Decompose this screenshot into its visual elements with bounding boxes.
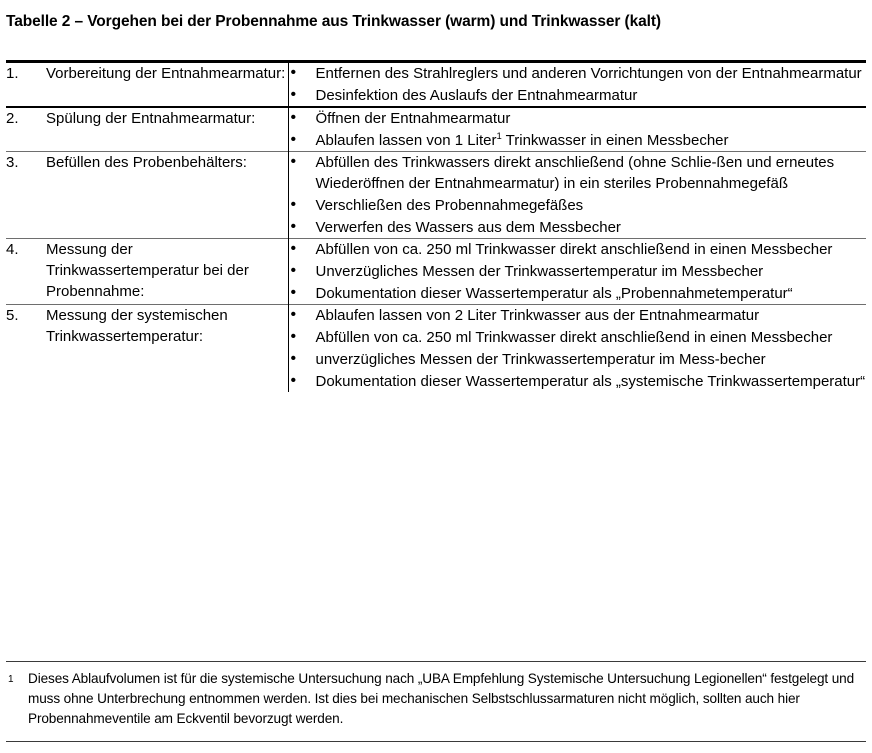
list-item: • Abfüllen von ca. 250 ml Trinkwasser direkt anschließend in einen Messbecher <box>289 239 867 260</box>
procedure-table <box>6 60 866 392</box>
bullet-list <box>289 239 867 304</box>
list-item: • Dokumentation dieser Wassertemperatur als „systemische Trinkwassertemperatur“ <box>289 371 867 392</box>
list-item: • Desinfektion des Auslaufs der Entnahmearmatur <box>289 85 867 106</box>
table-row <box>6 239 866 305</box>
table-row <box>6 107 866 152</box>
list-item-text-before-footnote: Ablaufen lassen von 1 Liter <box>315 132 497 149</box>
list-item: • Abfüllen des Trinkwassers direkt anschließend (ohne Schlie-ßen und erneutes Wiederöffnen der Entnahmearmatur) in ein steriles Probennahmegefäß <box>289 152 867 194</box>
table-body <box>6 62 866 393</box>
footnote <box>6 661 866 729</box>
list-item: • Verschließen des Probennahmegefäßes <box>289 195 867 216</box>
step-description <box>288 152 866 239</box>
step-description <box>288 107 866 152</box>
bullet-list <box>289 305 867 392</box>
bullet-list <box>289 152 867 238</box>
list-item-text-after-footnote: Trinkwasser in einen Messbecher <box>501 132 729 149</box>
step-number: 1. <box>6 62 46 108</box>
list-item: • unverzügliches Messen der Trinkwassertemperatur im Mess-becher <box>289 349 867 370</box>
list-item: • Abfüllen von ca. 250 ml Trinkwasser direkt anschließend in einen Messbecher <box>289 327 867 348</box>
table-caption: Tabelle 2 – Vorgehen bei der Probennahme aus Trinkwasser (warm) und Trinkwasser (kalt) <box>6 13 661 30</box>
list-item: • Dokumentation dieser Wassertemperatur als „Probennahmetemperatur“ <box>289 283 867 304</box>
step-label: Befüllen des Probenbehälters: <box>46 152 288 239</box>
step-number: 3. <box>6 152 46 239</box>
list-item <box>289 130 867 151</box>
step-description <box>288 239 866 305</box>
step-number: 2. <box>6 107 46 152</box>
footnote-reference-marker: 1 <box>496 131 502 142</box>
list-item: • Entfernen des Strahlreglers und anderen Vorrichtungen von der Entnahmearmatur <box>289 63 867 84</box>
step-description <box>288 305 866 393</box>
step-label: Spülung der Entnahmearmatur: <box>46 107 288 152</box>
procedure-table-container <box>6 60 866 392</box>
step-label: Vorbereitung der Entnahmearmatur: <box>46 62 288 108</box>
step-description <box>288 62 866 108</box>
bottom-divider <box>6 741 866 742</box>
list-item: • Verwerfen des Wassers aus dem Messbecher <box>289 217 867 238</box>
table-row <box>6 152 866 239</box>
step-label: Messung der systemischen Trinkwassertemperatur: <box>46 305 288 393</box>
list-item: • Unverzügliches Messen der Trinkwassertemperatur im Messbecher <box>289 261 867 282</box>
step-number: 4. <box>6 239 46 305</box>
table-row <box>6 62 866 108</box>
list-item: • Ablaufen lassen von 2 Liter Trinkwasser aus der Entnahmearmatur <box>289 305 867 326</box>
step-number: 5. <box>6 305 46 393</box>
footnote-marker: 1 <box>8 674 14 685</box>
list-item: • Öffnen der Entnahmearmatur <box>289 108 867 129</box>
footnote-text: Dieses Ablaufvolumen ist für die systemische Untersuchung nach „UBA Empfehlung Systemische Untersuchung Legionellen“ festgelegt und muss ohne Unterbrechung entnommen werden. Ist dies bei mechanischen Selbstschlussarmaturen nicht möglich, sollten auch hier Probennahmeventile am Eckventil bevorzugt werden. <box>28 671 855 726</box>
step-label: Messung der Trinkwassertemperatur bei der Probennahme: <box>46 239 288 305</box>
bullet-list <box>289 108 867 151</box>
table-row <box>6 305 866 393</box>
bullet-list <box>289 63 867 106</box>
